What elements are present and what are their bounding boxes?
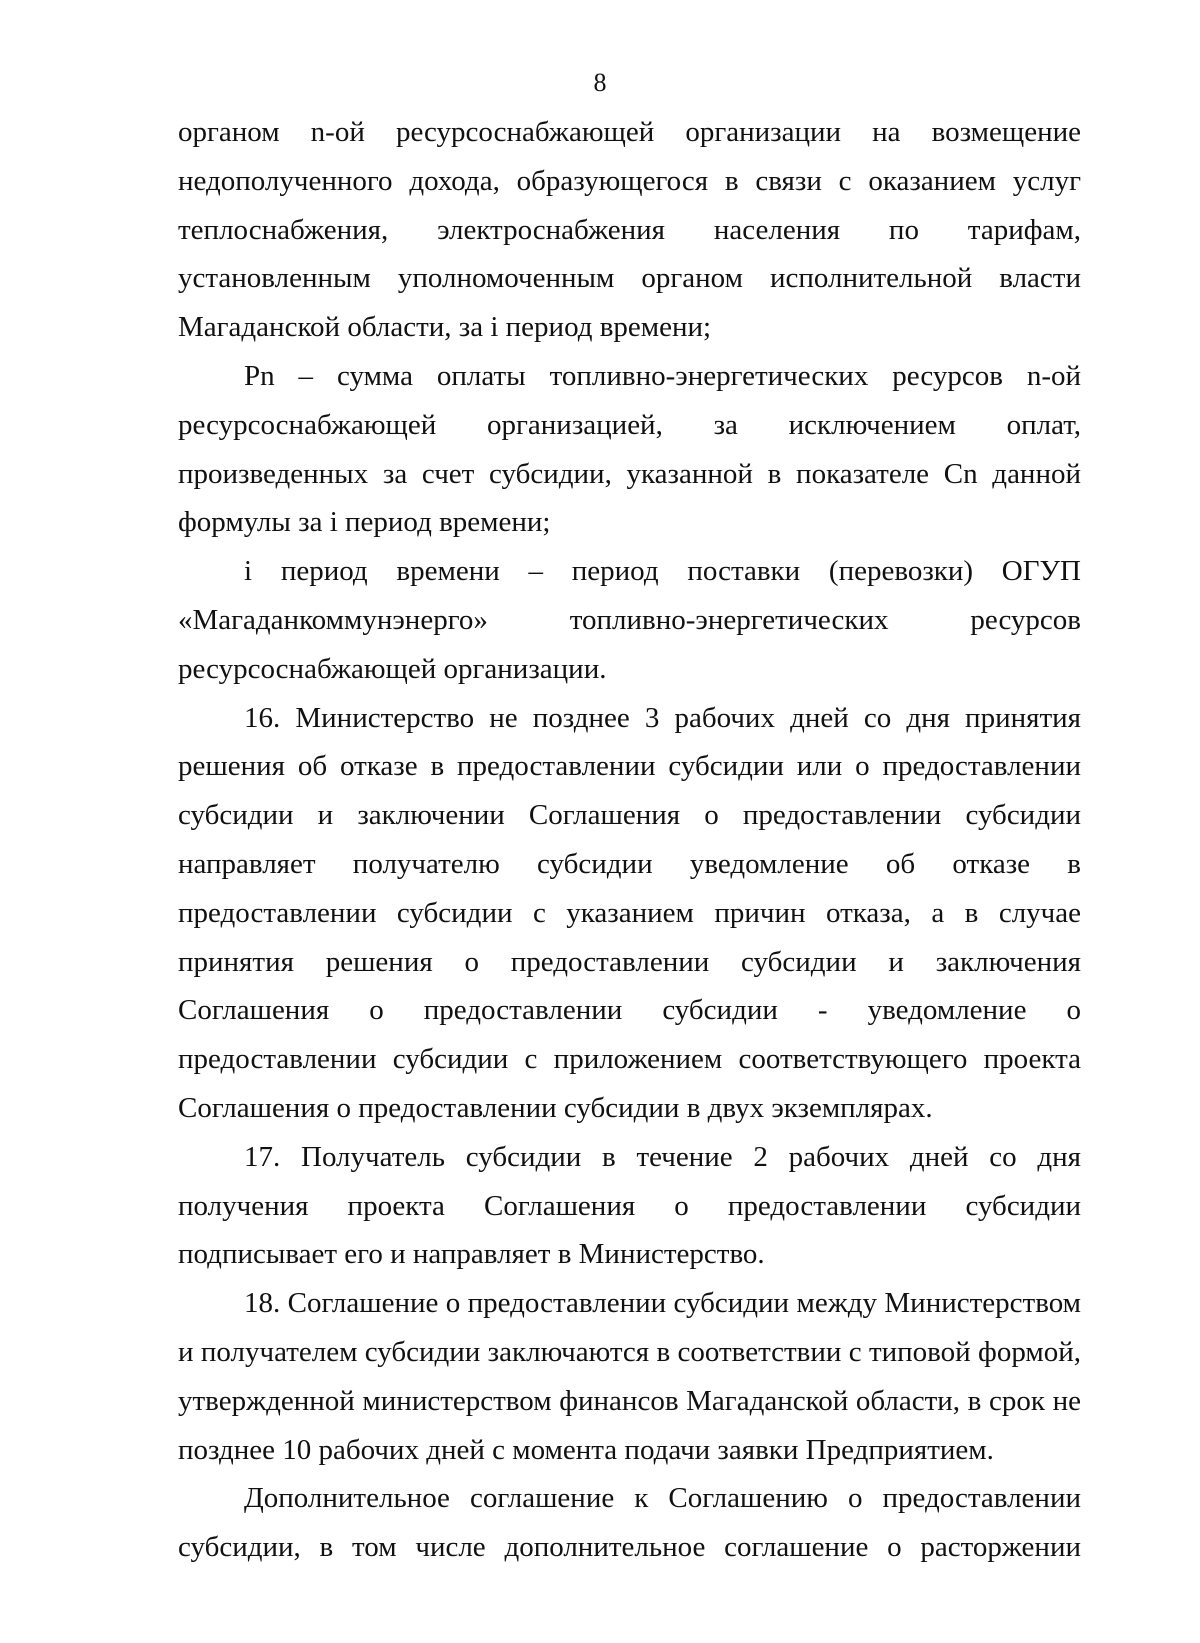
paragraph-16: 16. Министерство не позднее 3 рабочих дней со дня принятия решения об отказе в предоставлении субсидии или о предоставлении субсидии и заключении Соглашения о предоставлении субсидии направляет получателю субсидии уведомление об отказе в предоставлении субсидии с указанием причин отказа, а в случае принятия решения о предоставлении субсидии и заключения Соглашения о предоставлении субсидии - уведомление о предоставлении субсидии с приложением соответствующего проекта Соглашения о предоставлении субсидии в двух экземплярах. [178,701,1081,1124]
document-body [178,108,1081,1572]
paragraph-17: 17. Получатель субсидии в течение 2 рабочих дней со дня получения проекта Соглашения о предоставлении субсидии подписывает его и направляет в Министерство. [178,1140,1081,1271]
paragraph-additional-agreement: Дополнительное соглашение к Соглашению о предоставлении субсидии, в том числе дополнительное соглашение о расторжении [178,1482,1081,1564]
paragraph-pn-definition: Pn – сумма оплаты топливно-энергетических ресурсов n-ой ресурсоснабжающей организацией, за исключением оплат, произведенных за счет субсидии, указанной в показателе Cn данной формулы за i период времени; [178,359,1081,539]
page-number: 8 [593,68,607,97]
paragraph-period-definition: i период времени – период поставки (перевозки) ОГУП «Магаданкоммунэнерго» топливно-энергетических ресурсов ресурсоснабжающей организации. [178,555,1081,685]
paragraph-18: 18. Соглашение о предоставлении субсидии между Министерством и получателем субсидии заключаются в соответствии с типовой формой, утвержденной министерством финансов Магаданской области, в срок не позднее 10 рабочих дней с момента подачи заявки Предприятием. [178,1287,1081,1466]
paragraph-continuation: органом n-ой ресурсоснабжающей организации на возмещение недополученного дохода, образующегося в связи с оказанием услуг теплоснабжения, электроснабжения населения по тарифам, установленным уполномоченным органом исполнительной власти Магаданской области, за i период времени; [178,116,1081,344]
